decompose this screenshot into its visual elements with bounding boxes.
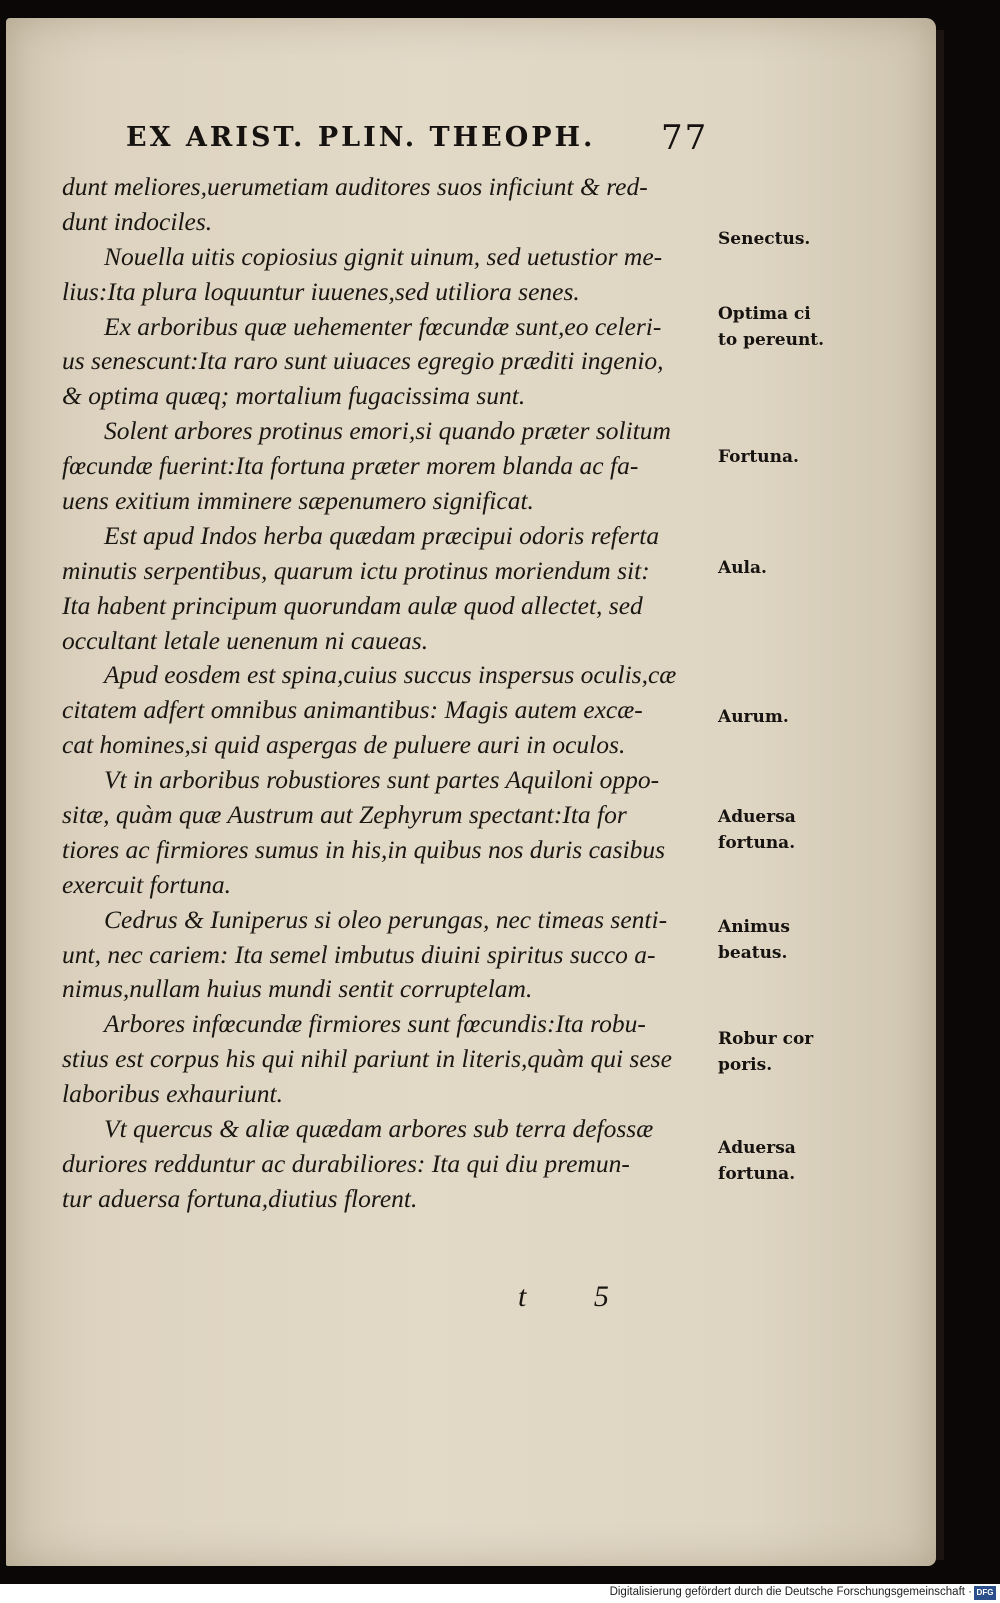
marginal-note: Fortuna.	[718, 447, 799, 467]
text-line: uens exitium imminere sæpenumero significat.	[62, 486, 534, 516]
text-line: tiores ac firmiores sumus in his,in quibus nos duris casibus	[62, 834, 666, 864]
text-line: fœcundæ fuerint:Ita fortuna præter morem blanda ac fa-	[62, 451, 639, 481]
text-line: us senescunt:Ita raro sunt uiuaces egregio præditi ingenio,	[62, 346, 664, 376]
text-line: stius est corpus his qui nihil pariunt in literis,quàm qui sese	[62, 1044, 672, 1074]
dfg-logo: DFG	[974, 1586, 996, 1600]
text-line: unt, nec cariem: Ita semel imbutus diuini spiritus succo a-	[62, 939, 656, 969]
text-line: Vt in arboribus robustiores sunt partes Aquiloni oppo-	[104, 765, 660, 795]
marginal-note: Aula.	[718, 558, 767, 578]
marginal-note: Robur cor	[718, 1029, 814, 1049]
text-line: Est apud Indos herba quædam præcipui odoris referta	[104, 520, 660, 550]
text-line: Ita habent principum quorundam aulæ quod allectet, sed	[62, 590, 643, 620]
text-line: cat homines,si quid aspergas de puluere auri in oculos.	[62, 730, 626, 760]
marginal-note: Animus	[718, 917, 790, 937]
signature-mark: t 5	[518, 1280, 639, 1313]
marginal-note: Senectus.	[718, 229, 811, 249]
text-line: Ex arboribus quæ uehementer fœcundæ sunt,eo celeri-	[104, 311, 662, 341]
book-page	[6, 18, 936, 1566]
text-line: dunt indociles.	[62, 206, 213, 236]
text-line: Nouella uitis copiosius gignit uinum, sed uetustior me-	[104, 241, 663, 271]
text-line: dunt meliores,uerumetiam auditores suos inficiunt & red-	[62, 172, 648, 201]
text-line: Vt quercus & aliæ quædam arbores sub terra defossæ	[104, 1114, 654, 1144]
marginal-note: to pereunt.	[718, 330, 825, 350]
running-head-title: EX ARIST. PLIN. THEOPH.	[126, 122, 596, 153]
marginal-note: beatus.	[718, 943, 788, 963]
footer-credit: Digitalisierung gefördert durch die Deutsche Forschungsgemeinschaft ·	[609, 1586, 972, 1598]
text-line: occultant letale uenenum ni caueas.	[62, 625, 429, 655]
text-line: Solent arbores protinus emori,si quando præter solitum	[104, 416, 671, 446]
text-line: minutis serpentibus, quarum ictu protinus moriendum sit:	[62, 555, 650, 585]
marginal-note: fortuna.	[718, 1164, 796, 1184]
marginal-note: Aduersa	[718, 1138, 796, 1158]
page-edge	[936, 30, 944, 1560]
marginal-note: fortuna.	[718, 833, 796, 853]
text-line: sitæ, quàm quæ Austrum aut Zephyrum spectant:Ita for	[62, 800, 627, 830]
text-line: duriores redduntur ac durabiliores: Ita qui diu premun-	[62, 1148, 630, 1178]
text-line: laboribus exhauriunt.	[62, 1079, 283, 1109]
body-text	[62, 170, 722, 1217]
text-line: tur aduersa fortuna,diutius florent.	[62, 1183, 418, 1213]
text-line: Arbores infœcundæ firmiores sunt fœcundis:Ita robu-	[104, 1009, 646, 1039]
text-line: citatem adfert omnibus animantibus: Magis autem excæ-	[62, 695, 643, 725]
text-line: nimus,nullam huius mundi sentit corruptelam.	[62, 974, 533, 1004]
marginal-note: poris.	[718, 1055, 773, 1075]
text-line: lius:Ita plura loquuntur iuuenes,sed utiliora senes.	[62, 276, 580, 306]
marginal-note: Optima ci	[718, 304, 811, 324]
marginal-note: Aduersa	[718, 807, 796, 827]
text-line: Cedrus & Iuniperus si oleo perungas, nec timeas senti-	[104, 904, 668, 934]
text-line: exercuit fortuna.	[62, 869, 232, 899]
page-number: 77	[661, 118, 709, 158]
marginal-notes	[718, 18, 838, 1418]
running-head	[126, 118, 726, 158]
text-line: Apud eosdem est spina,cuius succus inspersus oculis,cæ	[104, 660, 677, 690]
footer	[0, 1584, 1000, 1603]
text-line: & optima quæq; mortalium fugacissima sunt.	[62, 381, 526, 411]
marginal-note: Aurum.	[718, 707, 789, 727]
